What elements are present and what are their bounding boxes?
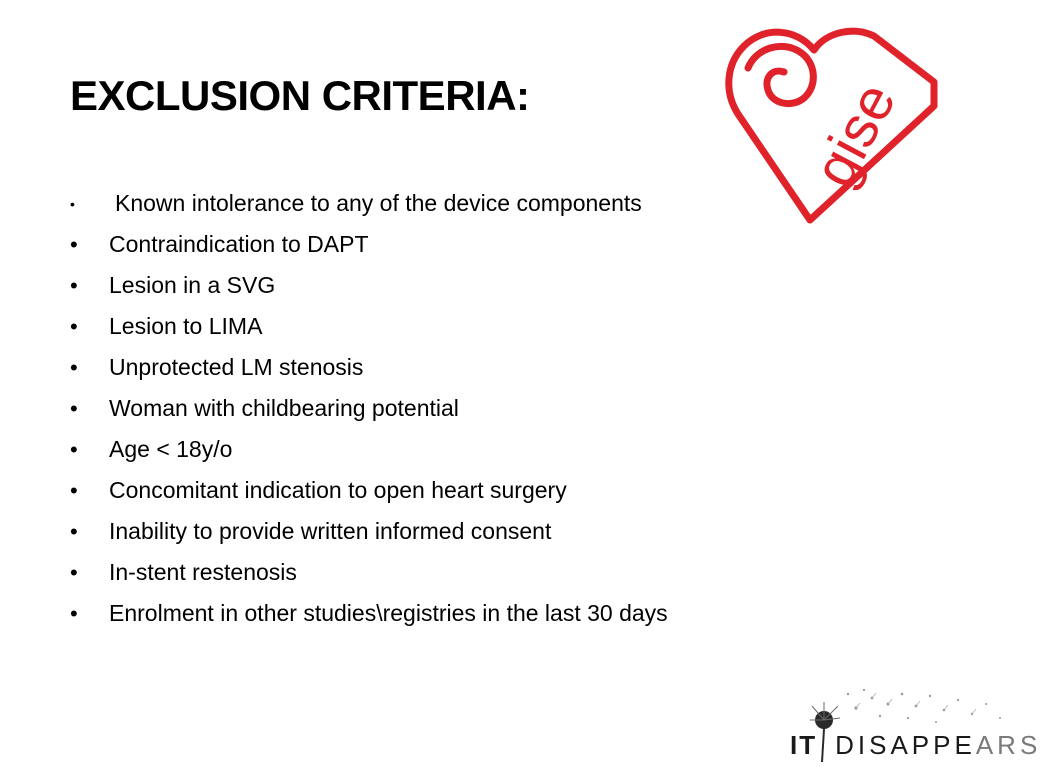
list-item bbox=[70, 436, 668, 477]
bullet-text: In-stent restenosis bbox=[109, 559, 297, 585]
list-item bbox=[70, 395, 668, 436]
bullet-icon: • bbox=[70, 437, 78, 462]
list-item bbox=[70, 600, 668, 641]
list-item bbox=[70, 190, 668, 231]
bullet-text: Unprotected LM stenosis bbox=[109, 354, 364, 380]
it-disappears-logo bbox=[784, 684, 1041, 764]
bullet-icon: • bbox=[70, 196, 75, 212]
bullet-icon: • bbox=[70, 314, 78, 339]
it-disappears-logo-text: IT DISAPPEARS bbox=[790, 730, 1041, 760]
bullet-icon: • bbox=[70, 519, 78, 544]
bullet-text: Known intolerance to any of the device components bbox=[115, 190, 642, 216]
list-item bbox=[70, 354, 668, 395]
dandelion-icon bbox=[784, 684, 1020, 734]
slide-title: EXCLUSION CRITERIA: bbox=[70, 72, 530, 119]
list-item bbox=[70, 518, 668, 559]
bullet-text: Age < 18y/o bbox=[109, 436, 233, 462]
list-item bbox=[70, 313, 668, 354]
bullet-icon: • bbox=[70, 232, 78, 257]
bullet-text: Lesion to LIMA bbox=[109, 313, 263, 339]
bullet-icon: • bbox=[70, 560, 78, 585]
bullet-icon: • bbox=[70, 273, 78, 298]
gise-heart-logo-icon bbox=[722, 12, 950, 234]
list-item bbox=[70, 272, 668, 313]
list-item bbox=[70, 231, 668, 272]
bullet-text: Enrolment in other studies\registries in the last 30 days bbox=[109, 600, 668, 626]
bullet-text: Contraindication to DAPT bbox=[109, 231, 369, 257]
bullet-text: Concomitant indication to open heart surgery bbox=[109, 477, 567, 503]
bullet-text: Lesion in a SVG bbox=[109, 272, 276, 298]
bullet-icon: • bbox=[70, 601, 78, 626]
bullet-icon: • bbox=[70, 396, 78, 421]
list-item bbox=[70, 477, 668, 518]
bullet-list bbox=[70, 190, 668, 641]
list-item bbox=[70, 559, 668, 600]
bullet-text: Woman with childbearing potential bbox=[109, 395, 459, 421]
bullet-icon: • bbox=[70, 478, 78, 503]
bullet-icon: • bbox=[70, 355, 78, 380]
gise-logo-text: gise bbox=[801, 72, 909, 198]
bullet-text: Inability to provide written informed consent bbox=[109, 518, 552, 544]
